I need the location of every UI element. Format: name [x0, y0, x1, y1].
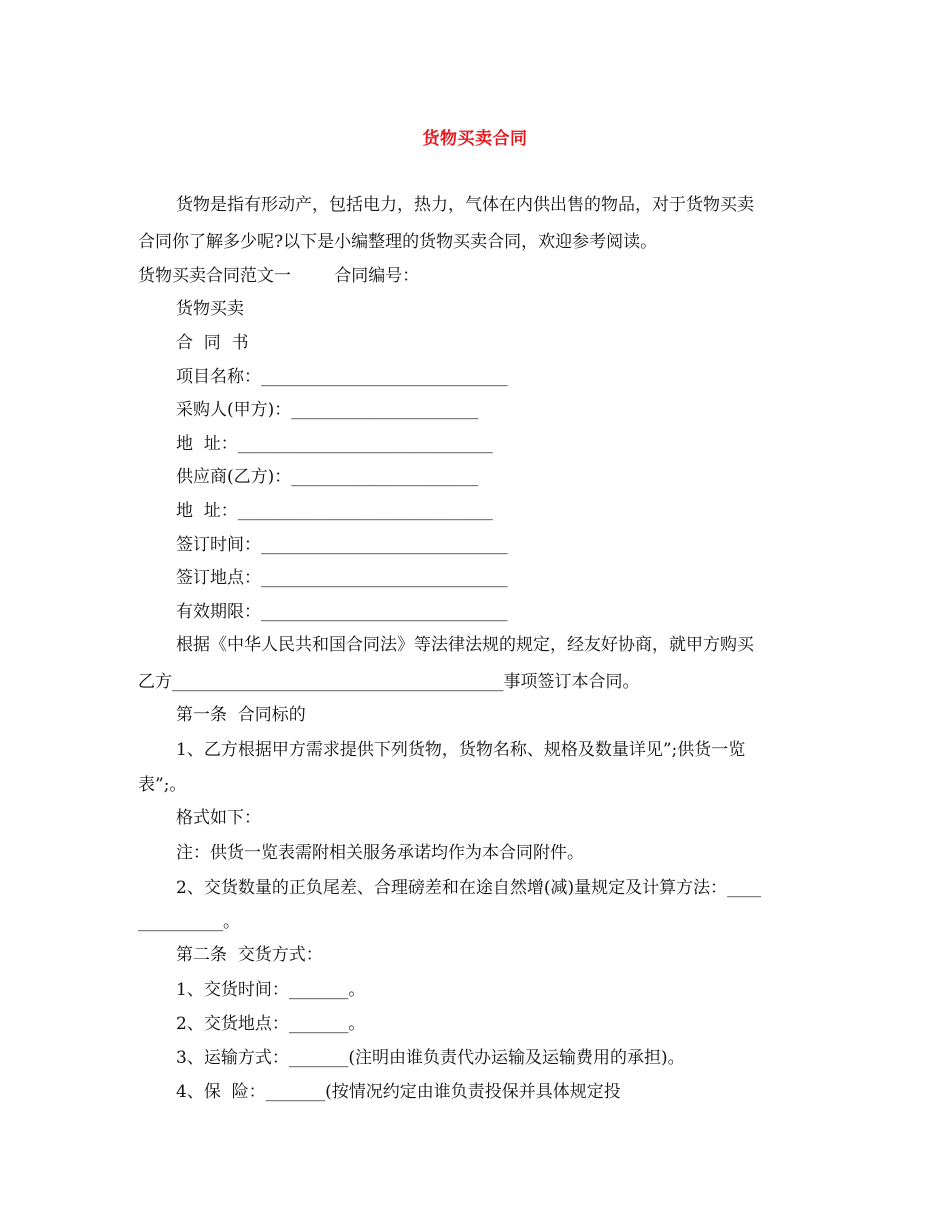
note-line: 注：供货一览表需附相关服务承诺均作为本合同附件。 [176, 843, 584, 863]
article-1-item-1-line-2: 表”;。 [138, 775, 187, 795]
paragraph-basis-line-1: 根据《中华人民共和国合同法》等法律法规的规定，经友好协商，就甲方购买 [176, 635, 754, 655]
field-supplier-address: 地 址：______________________________ [176, 501, 493, 521]
format-label: 格式如下： [176, 808, 261, 828]
field-sign-place: 签订地点：_____________________________ [176, 568, 508, 588]
contract-label-1: 货物买卖 [176, 299, 244, 319]
contract-label-2: 合 同 书 [176, 333, 249, 353]
article-2-heading: 第二条 交货方式： [176, 945, 323, 965]
article-1-heading: 第一条 合同标的 [176, 705, 306, 725]
sample-heading: 货物买卖合同范文一 合同编号： [138, 266, 420, 286]
field-supplier: 供应商(乙方)：______________________ [176, 467, 479, 487]
paragraph-intro-line-2: 合同你了解多少呢?以下是小编整理的货物买卖合同，欢迎参考阅读。 [138, 232, 658, 252]
paragraph-intro-line-1: 货物是指有形动产，包括电力，热力，气体在内供出售的物品，对于货物买卖 [176, 195, 754, 215]
article-1-item-1-line-1: 1、乙方根据甲方需求提供下列货物，货物名称、规格及数量详见”;供货一览 [176, 740, 746, 760]
field-sign-time: 签订时间：_____________________________ [176, 535, 508, 555]
field-valid-period: 有效期限：_____________________________ [176, 602, 508, 622]
article-1-item-2-line-2: __________。 [138, 912, 240, 932]
field-project-name: 项目名称：_____________________________ [176, 367, 508, 387]
article-2-item-4: 4、保 险：_______(按情况约定由谁负责投保并具体规定投 [176, 1082, 621, 1102]
document-title: 货物买卖合同 [422, 129, 528, 149]
article-2-item-3: 3、运输方式：_______(注明由谁负责代办运输及运输费用的承担)。 [176, 1048, 685, 1068]
article-2-item-1: 1、交货时间：_______。 [176, 980, 366, 1000]
paragraph-basis-line-2: 乙方_______________________________________事项签订本合同。 [138, 672, 640, 692]
field-buyer: 采购人(甲方)：______________________ [176, 400, 479, 420]
field-buyer-address: 地 址：______________________________ [176, 434, 493, 454]
article-2-item-2: 2、交货地点：_______。 [176, 1014, 366, 1034]
article-1-item-2-line-1: 2、交货数量的正负尾差、合理磅差和在途自然增(减)量规定及计算方法：____ [176, 878, 762, 898]
